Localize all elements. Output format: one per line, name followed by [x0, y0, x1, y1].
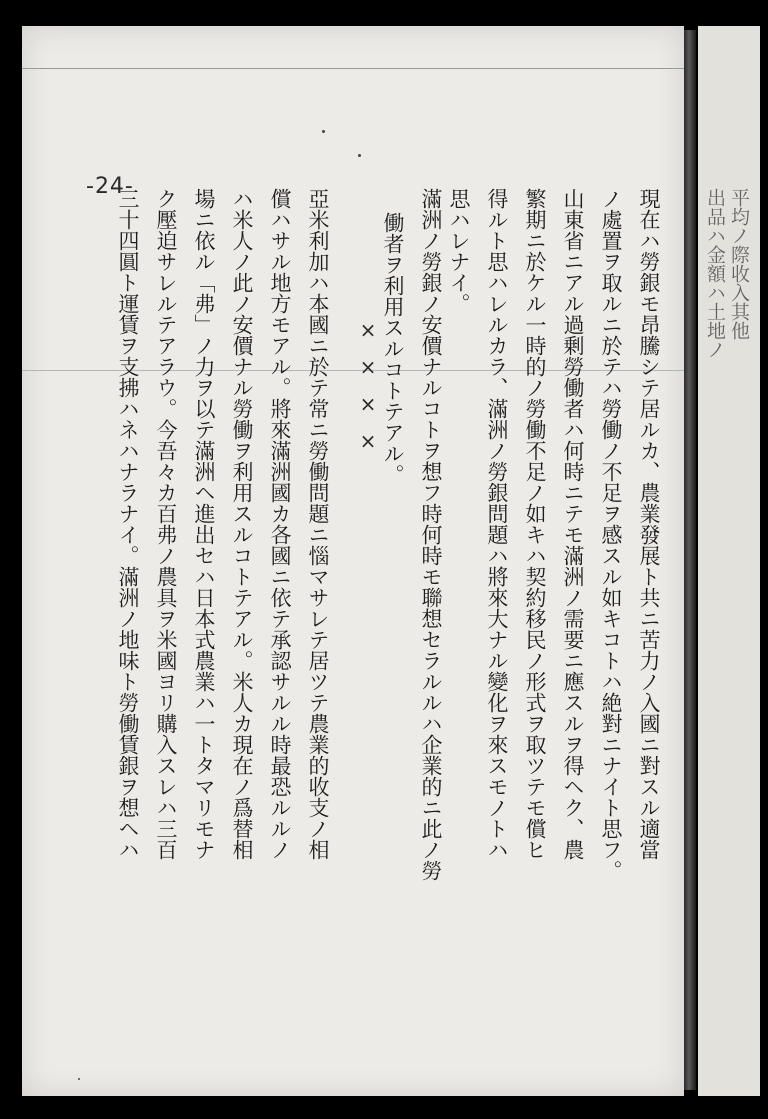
text-column-6: 思ハレナイ。	[447, 188, 471, 314]
text-column-1: 現在ハ勞銀モ昂騰シテ居ルカ、農業發展ト共ニ苦力ノ入國ニ對スル適當	[637, 188, 661, 860]
ink-speck	[322, 130, 325, 133]
text-column-12: 場ニ依ル「弗」ノ力ヲ以テ滿洲ヘ進出セハ日本式農業ハ一トタマリモナ	[192, 188, 216, 860]
page-number: -24-	[86, 174, 134, 199]
text-column-14: 三十四圓ト運賃ヲ支拂ハネハナラナイ。滿洲ノ地味ト勞働賃銀ヲ想ヘハ	[116, 188, 140, 860]
facing-page-edge	[698, 26, 760, 1096]
text-column-11: ハ米人ノ此ノ安價ナル勞働ヲ利用スルコトテアル。米人カ現在ノ爲替相	[230, 188, 254, 860]
cross-marks: ××××	[356, 318, 380, 466]
facing-text-column-2: 出品ハ金額ハ土地ノ	[704, 188, 726, 359]
text-column-10: 償ハサル地方モアル。將來滿洲國カ各國ニ依テ承認サルル時最恐ルルノ	[268, 188, 292, 860]
ink-speck	[358, 154, 361, 157]
text-column-9: 亞米利加ハ本國ニ於テ常ニ勞働問題ニ惱マサレテ居ツテ農業的收支ノ相	[306, 188, 330, 860]
text-column-8: 働者ヲ利用スルコトテアル。	[381, 212, 405, 485]
text-column-13: ク壓迫サレルテアラウ。今吾々カ百弗ノ農具ヲ米國ヨリ購入スレハ三百	[154, 188, 178, 860]
text-column-7: 滿洲ノ勞銀ノ安價ナルコトヲ想フ時何時モ聯想セラルルハ企業的ニ此ノ勞	[419, 188, 443, 881]
text-column-2: ノ處置ヲ取ルニ於テハ勞働ノ不足ヲ感スル如キコトハ絶對ニナイト思フ。	[599, 188, 623, 881]
top-rule	[22, 68, 684, 69]
ink-speck	[78, 1078, 80, 1080]
facing-text-column-1: 平均ノ際收入其他	[728, 188, 750, 340]
text-column-4: 繁期ニ於ケル一時的ノ勞働不足ノ如キハ契約移民ノ形式ヲ取ツテモ償ヒ	[523, 188, 547, 860]
book-binding	[684, 30, 696, 1090]
book-page	[22, 26, 684, 1096]
text-column-5: 得ルト思ハレルカラ、滿洲ノ勞銀問題ハ將來大ナル變化ヲ來スモノトハ	[485, 188, 509, 860]
text-column-3: 山東省ニアル過剰勞働者ハ何時ニテモ滿洲ノ需要ニ應スルヲ得ヘク、農	[561, 188, 585, 860]
